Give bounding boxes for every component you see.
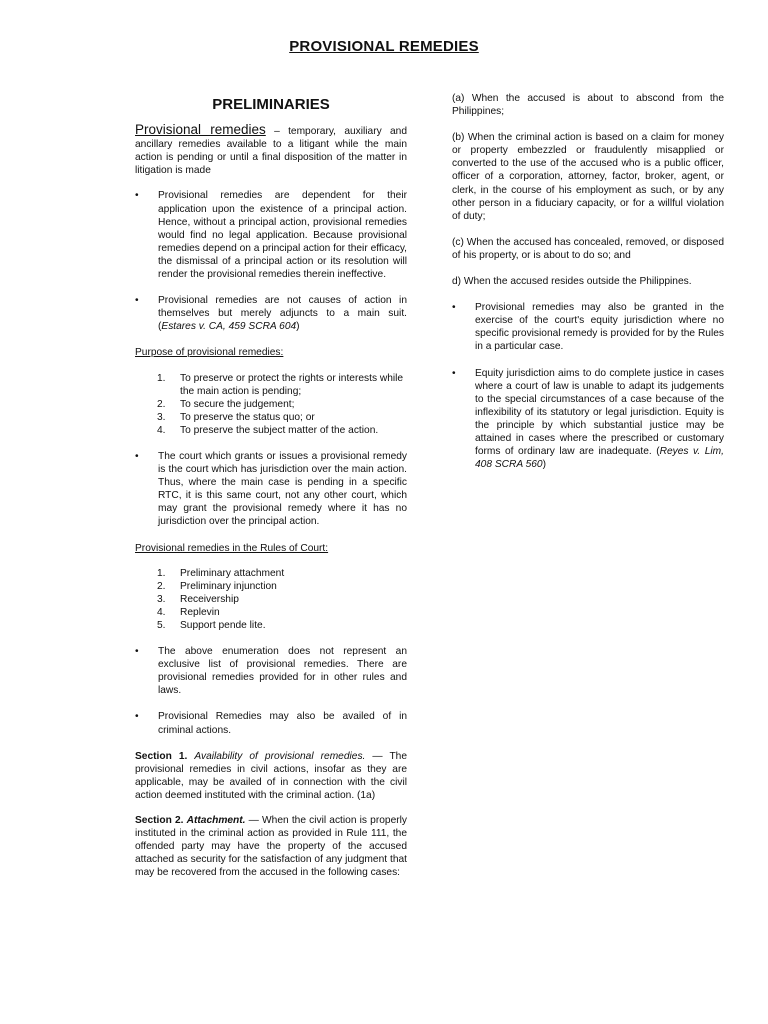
list-number: 3. — [157, 411, 166, 423]
bullet-icon: • — [452, 302, 456, 314]
list-item — [157, 398, 407, 411]
list-number: 4. — [157, 606, 166, 618]
section-1-label: Section 1. — [135, 750, 188, 762]
bullet-icon: • — [135, 190, 139, 202]
paragraph-a: (a) When the accused is about to abscond from the Philippines; — [452, 93, 724, 118]
list-number: 1. — [157, 567, 166, 579]
bullet-item — [135, 294, 407, 333]
bullet-text-close: ) — [542, 459, 546, 471]
section-2-paragraph — [135, 814, 407, 879]
bullet-text: Provisional Remedies may also be availed of in criminal actions. — [158, 711, 407, 736]
bullet-icon: • — [135, 646, 139, 658]
right-column — [452, 92, 724, 484]
list-text: To secure the judgement; — [180, 398, 295, 410]
section-2-title: Attachment. — [186, 815, 246, 827]
left-column — [135, 92, 407, 880]
rules-heading: Provisional remedies in the Rules of Court: — [135, 542, 329, 554]
list-item — [157, 593, 407, 606]
list-item — [157, 619, 407, 632]
list-text: Receivership — [180, 593, 239, 605]
document-title: PROVISIONAL REMEDIES — [289, 38, 479, 55]
bullet-list-3 — [135, 645, 407, 737]
list-text: To preserve the status quo; or — [180, 411, 315, 423]
definition-term: Provisional remedies — [135, 122, 266, 138]
paragraph-c: (c) When the accused has concealed, removed, or disposed of his property, or is about to do so; and — [452, 236, 724, 261]
list-item — [157, 580, 407, 593]
list-text: Preliminary attachment — [180, 567, 285, 579]
bullet-text-close: ) — [296, 321, 300, 333]
paragraph-d: d) When the accused resides outside the Philippines. — [452, 276, 692, 288]
paragraph-b: (b) When the criminal action is based on a claim for money or property embezzled or fraudulently misapplied or converted to the use of the accused who is a public officer, officer of a corporation, attorney, factor, broker, agent, or clerk, in the course of his employment as such, or by any other person in a fiduciary capacity, or for a willful violation of duty; — [452, 132, 724, 222]
bullet-item — [135, 645, 407, 697]
bullet-text: Provisional remedies are not causes of action in themselves but merely adjuncts to a main suit. ( — [158, 295, 407, 333]
bullet-icon: • — [135, 711, 139, 723]
section-1-title: Availability of provisional remedies. — [194, 750, 366, 762]
list-text: Preliminary injunction — [180, 580, 277, 592]
list-text: To preserve or protect the rights or interests while the main action is pending; — [180, 372, 404, 397]
list-number: 1. — [157, 372, 166, 384]
bullet-icon: • — [135, 295, 139, 307]
bullet-text: The above enumeration does not represent an exclusive list of provisional remedies. There are provisional remedies provided for in other rules and laws. — [158, 646, 407, 697]
bullet-icon: • — [135, 450, 139, 462]
case-citation: Estares v. CA, 459 SCRA 604 — [161, 321, 297, 333]
case-citation: Reyes v. Lim, 408 SCRA 560 — [475, 446, 725, 471]
list-number: 5. — [157, 620, 166, 631]
list-text: Replevin — [180, 606, 220, 618]
section-1-paragraph — [135, 750, 407, 802]
list-item — [157, 567, 407, 580]
definition-text: – temporary, auxiliary and ancillary remedies available to a litigant while the main action is pending or until a final disposition of the matter in litigation is made — [135, 126, 407, 177]
bullet-list-right — [452, 301, 724, 471]
list-text: Support pende lite. — [180, 620, 266, 631]
section-1-text: — The provisional remedies in civil actions, insofar as they are applicable, may be availed of in connection with the civil action deemed instituted with the criminal action. (1a) — [135, 750, 408, 801]
list-text: To preserve the subject matter of the action. — [180, 424, 379, 436]
section-2-label: Section 2. — [135, 815, 184, 827]
bullet-item — [135, 189, 407, 281]
section-2-text: — When the civil action is properly instituted in the criminal action as provided in Rule 111, the offended party may have the property of the accused attached as security for the satisfaction of any judgment that may be recovered from the accused in the following cases: — [135, 815, 407, 879]
purpose-list — [157, 372, 407, 437]
bullet-icon: • — [452, 367, 456, 379]
list-item — [157, 372, 407, 398]
bullet-list-2 — [135, 450, 407, 529]
bullet-text: Provisional remedies may also be granted in the exercise of the court's equity jurisdiction where no specific provisional remedy is provided for by the Rules in a particular case. — [475, 302, 724, 353]
bullet-list-1 — [135, 189, 407, 333]
list-number: 2. — [157, 580, 166, 592]
bullet-text: Equity jurisdiction aims to do complete justice in cases where a court of law is unable to adapt its judgements to the special circumstances of a case because of the inflexibility of its statutory or legal jurisdiction. Equity is the principle by which substantial justice may be attained in cases where the prescribed or customary forms of ordinary law are inadequate. ( — [475, 367, 724, 458]
bullet-item — [135, 450, 407, 529]
list-number: 2. — [157, 398, 166, 410]
list-item — [157, 424, 407, 437]
purpose-heading: Purpose of provisional remedies: — [135, 347, 284, 359]
bullet-text: The court which grants or issues a provisional remedy is the court which has jurisdiction over the main action. Thus, where the main case is pending in a specific RTC, it is this same court, not any other court, which may grant the provisional remedy where it has no jurisdiction over the principal action. — [158, 450, 407, 528]
bullet-item — [135, 710, 407, 736]
bullet-item — [452, 301, 724, 353]
bullet-text: Provisional remedies are dependent for their application upon the existence of a principal action. Hence, without a principal action, provisional remedies would find no legal application. Because provisional remedies depend on a principal action for their efficacy, the dismissal of a principal action or its resolution will render the provisional remedies therein ineffective. — [158, 190, 407, 281]
list-item — [157, 411, 407, 424]
list-item — [157, 606, 407, 619]
section-heading-preliminaries: PRELIMINARIES — [212, 96, 330, 113]
list-number: 3. — [157, 593, 166, 605]
bullet-item — [452, 367, 724, 472]
rules-list — [157, 567, 407, 632]
list-number: 4. — [157, 424, 166, 436]
definition-paragraph — [135, 123, 407, 177]
